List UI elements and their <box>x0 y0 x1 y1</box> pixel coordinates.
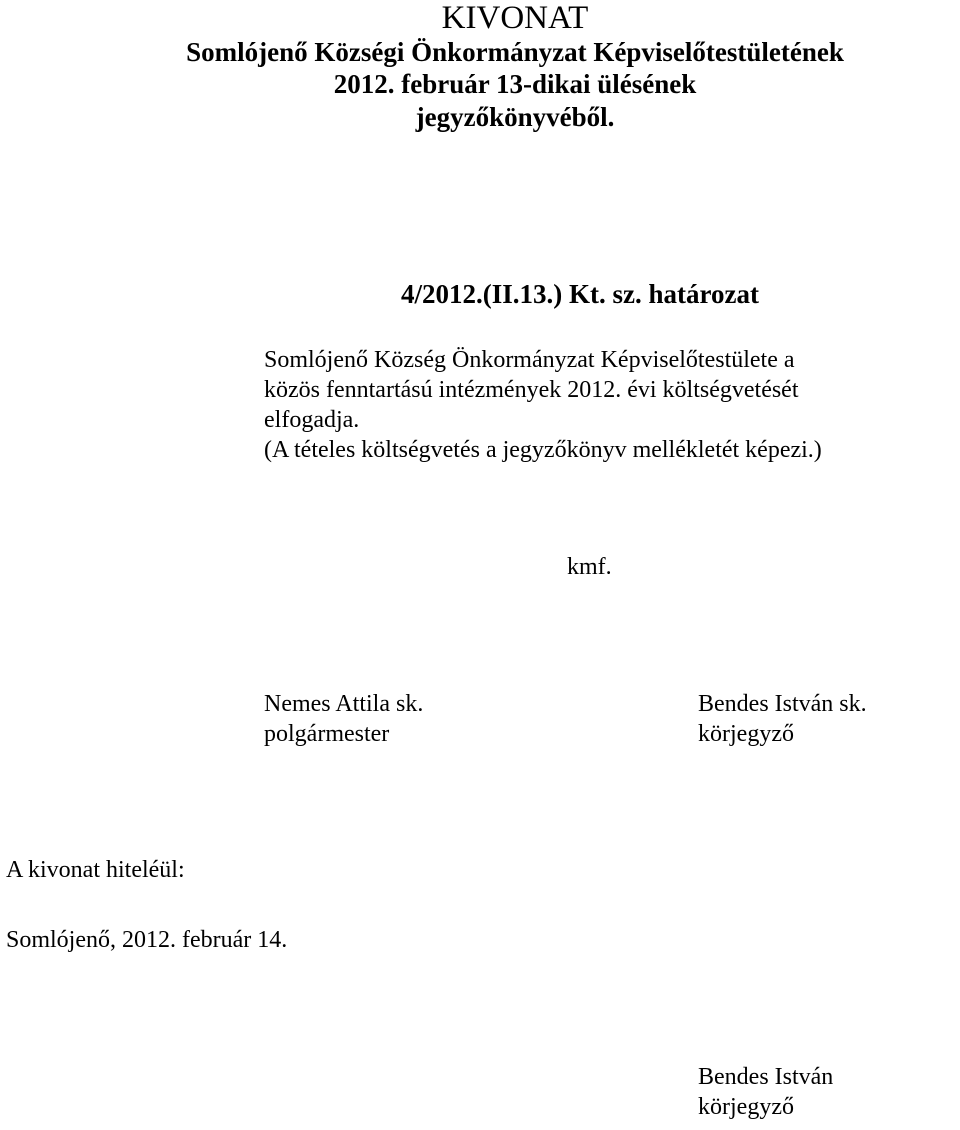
attestation-label: A kivonat hiteléül: <box>6 857 185 883</box>
header-line-2: 2012. február 13-dikai ülésének <box>333 69 697 99</box>
document-title: KIVONAT <box>441 0 589 36</box>
notary-role: körjegyző <box>698 721 794 747</box>
body-line-4: (A tételes költségvetés a jegyzőkönyv mellékletét képezi.) <box>264 437 822 463</box>
final-signature-role: körjegyző <box>698 1094 794 1120</box>
signature-mayor <box>264 689 423 749</box>
final-signature <box>698 1062 833 1122</box>
place-date: Somlójenő, 2012. február 14. <box>6 927 288 953</box>
mayor-name: Nemes Attila sk. <box>264 691 424 717</box>
signature-notary <box>698 689 867 749</box>
final-signature-name: Bendes István <box>698 1064 834 1090</box>
notary-name: Bendes István sk. <box>698 691 867 717</box>
body-line-1: Somlójenő Község Önkormányzat Képviselőtestülete a <box>264 347 795 373</box>
mayor-role: polgármester <box>264 721 390 747</box>
resolution-number: 4/2012.(II.13.) Kt. sz. határozat <box>401 279 759 309</box>
body-line-3: elfogadja. <box>264 407 360 433</box>
kmf-label: kmf. <box>567 554 612 580</box>
body-line-2: közös fenntartású intézmények 2012. évi költségvetését <box>264 377 799 403</box>
header-line-3: jegyzőkönyvéből. <box>415 102 615 132</box>
resolution-body <box>264 345 944 465</box>
header-line-1: Somlójenő Községi Önkormányzat Képviselőtestületének <box>186 37 844 67</box>
